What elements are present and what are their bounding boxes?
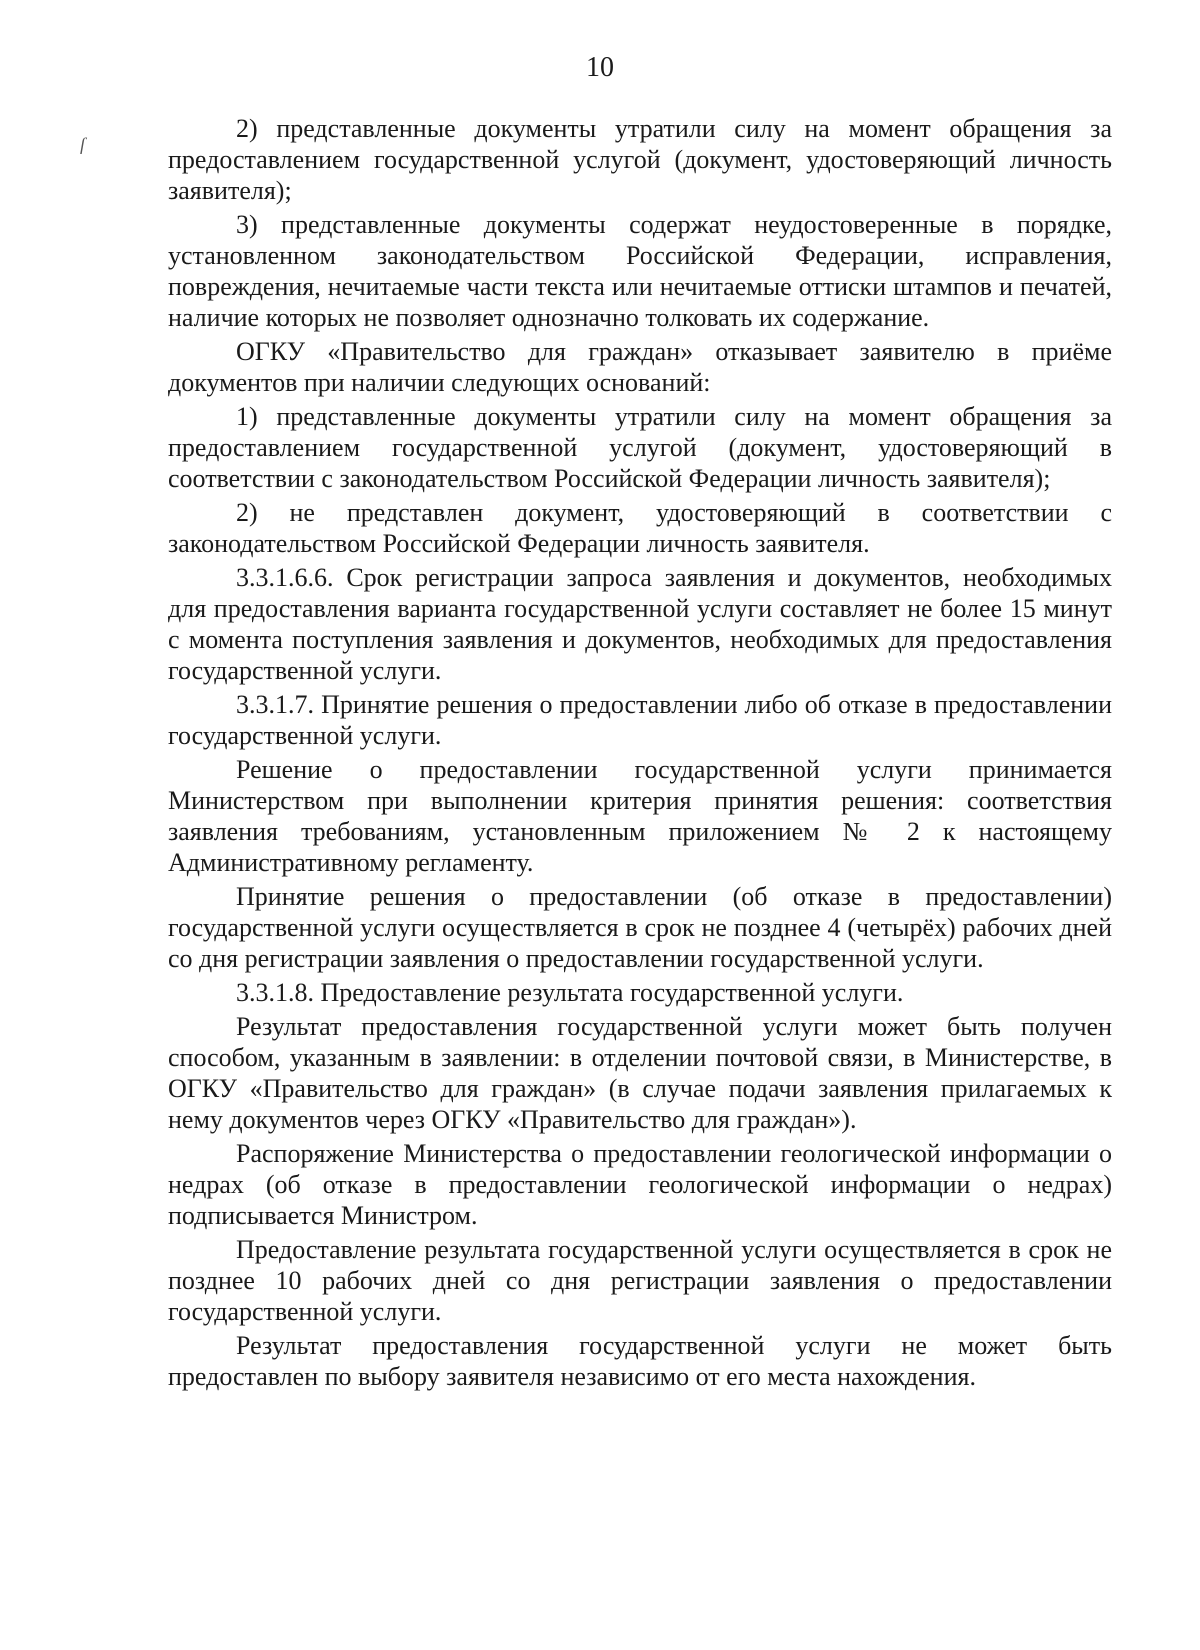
paragraph: Результат предоставления государственной услуги не может быть предоставлен по выбору заявителя независимо от его места нахождения.	[168, 1331, 1112, 1391]
paragraph: Принятие решения о предоставлении (об отказе в предоставлении) государственной услуги осуществляется в срок не позднее 4 (четырёх) рабочих дней со дня регистрации заявления о предоставлении государственной услуги.	[168, 882, 1112, 973]
paragraph: 3.3.1.6.6. Срок регистрации запроса заявления и документов, необходимых для предоставления варианта государственной услуги составляет не более 15 минут с момента поступления заявления и документов, необходимых для предоставления государственной услуги.	[168, 563, 1112, 685]
paragraph: 3.3.1.7. Принятие решения о предоставлении либо об отказе в предоставлении государственной услуги.	[168, 690, 1112, 750]
paragraph: 2) представленные документы утратили силу на момент обращения за предоставлением государственной услугой (документ, удостоверяющий личность заявителя);	[168, 114, 1112, 205]
paragraph: 3.3.1.8. Предоставление результата государственной услуги.	[236, 978, 904, 1007]
document-body	[168, 113, 1112, 1395]
paragraph: ОГКУ «Правительство для граждан» отказывает заявителю в приёме документов при наличии следующих оснований:	[168, 337, 1112, 397]
paragraph: Распоряжение Министерства о предоставлении геологической информации о недрах (об отказе в предоставлении геологической информации о недрах) подписывается Министром.	[168, 1139, 1112, 1230]
paragraph: 1) представленные документы утратили силу на момент обращения за предоставлением государственной услугой (документ, удостоверяющий в соответствии с законодательством Российской Федерации личность заявителя);	[168, 402, 1112, 493]
paragraph: 2) не представлен документ, удостоверяющий в соответствии с законодательством Российской Федерации личность заявителя.	[168, 498, 1112, 558]
margin-mark: ſ	[80, 134, 86, 154]
paragraph: Решение о предоставлении государственной услуги принимается Министерством при выполнении критерия принятия решения: соответствия заявления требованиям, установленным приложением № 2 к настоящему Административному регламенту.	[168, 755, 1112, 877]
paragraph: Предоставление результата государственной услуги осуществляется в срок не позднее 10 рабочих дней со дня регистрации заявления о предоставлении государственной услуги.	[168, 1235, 1112, 1326]
paragraph: Результат предоставления государственной услуги может быть получен способом, указанным в заявлении: в отделении почтовой связи, в Министерстве, в ОГКУ «Правительство для граждан» (в случае подачи заявления прилагаемых к нему документов через ОГКУ «Правительство для граждан»).	[168, 1012, 1112, 1134]
paragraph: 3) представленные документы содержат неудостоверенные в порядке, установленном законодательством Российской Федерации, исправления, повреждения, нечитаемые части текста или нечитаемые оттиски штампов и печатей, наличие которых не позволяет однозначно толковать их содержание.	[168, 210, 1112, 332]
page-number: 10	[586, 52, 614, 83]
